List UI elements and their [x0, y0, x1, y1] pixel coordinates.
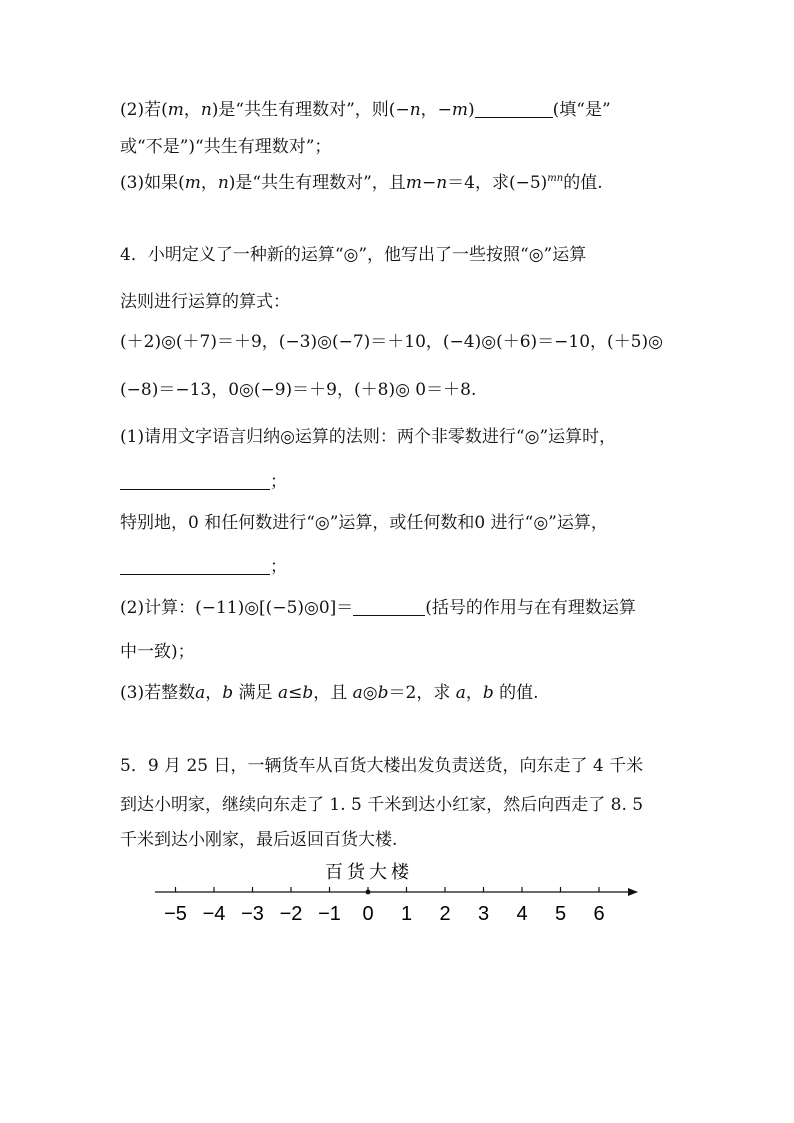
text: (1)请用文字语言归纳◎运算的法则：两个非零数进行“◎”运算时，	[120, 427, 617, 447]
text: (填“是”	[552, 100, 611, 120]
tick-label: −4	[202, 903, 226, 925]
q5-line1	[120, 756, 643, 776]
tick-label: 3	[477, 903, 490, 925]
text: 千米到达小刚家，最后返回百货大楼.	[120, 830, 398, 850]
q4-line4	[120, 380, 476, 400]
text: 5．9 月 25 日，一辆货车从百货大楼出发负责送货，向东走了 4 千米	[120, 756, 644, 776]
text: (＋2)◎(＋7)＝＋9，(−3)◎(−7)＝＋10，(−4)◎(＋6)＝−10，(＋5)◎	[120, 332, 663, 352]
text: ；	[270, 557, 287, 577]
text: ；	[270, 472, 287, 492]
tick-label: 1	[400, 903, 413, 925]
q4-part3	[120, 683, 539, 703]
answer-blank[interactable]	[120, 558, 270, 575]
var-b: b	[222, 683, 234, 703]
number-line-title: 百货大楼	[325, 862, 413, 883]
text: ≤	[288, 683, 303, 703]
text: ，且	[313, 683, 353, 703]
tick-label: 0	[362, 903, 374, 925]
q4-part2-line1	[120, 598, 636, 618]
tick-label: 5	[554, 903, 567, 925]
tick-label: 6	[593, 903, 605, 925]
tick-label: −1	[318, 903, 341, 925]
q5-line2	[120, 795, 643, 815]
answer-blank[interactable]	[120, 473, 270, 490]
text: 的值.	[493, 683, 539, 703]
origin-dot	[366, 890, 371, 895]
var-m: m	[184, 173, 201, 193]
q4-line3	[120, 332, 663, 352]
tick-label: −5	[164, 903, 187, 925]
text: 到达小明家，继续向东走了 1. 5 千米到达小红家，然后向西走了 8. 5	[120, 795, 644, 815]
text: ，	[200, 173, 218, 193]
text: ，−	[420, 100, 452, 120]
var-n: n	[436, 173, 448, 193]
q5-line3	[120, 830, 397, 850]
var-n: n	[409, 100, 421, 120]
var-a: a	[352, 683, 363, 703]
text: 或“不是”)“共生有理数对”；	[120, 137, 332, 157]
text: (括号的作用与在有理数运算	[425, 598, 636, 618]
text: )	[468, 100, 475, 120]
q4-part1-blank2	[120, 557, 287, 577]
tick-label: −3	[241, 903, 264, 925]
text: )是“共生有理数对”，且	[228, 173, 406, 193]
q3-part2-line1	[120, 100, 611, 120]
var-a: a	[277, 683, 289, 703]
text: (−8)＝−13，0◎(−9)＝＋9，(＋8)◎ 0＝＋8.	[120, 380, 477, 400]
var-b: b	[302, 683, 314, 703]
var-b: b	[482, 683, 494, 703]
text: )是“共生有理数对”，则(−	[211, 100, 410, 120]
number-line	[150, 858, 650, 928]
var-m: m	[451, 100, 469, 120]
text: ◎	[362, 683, 378, 703]
text: ＝4，求(−5)	[447, 173, 548, 193]
text: (3)若整数	[120, 683, 196, 703]
text: 4．小明定义了一种新的运算“◎”，他写出了一些按照“◎”运算	[120, 245, 587, 265]
tick-label: 4	[516, 903, 528, 925]
answer-blank[interactable]	[475, 101, 553, 118]
text: ，	[205, 683, 223, 703]
text: ＝2，求	[388, 683, 456, 703]
text: 特别地，0 和任何数进行“◎”运算，或任何数和0 进行“◎”运算，	[120, 513, 608, 533]
arrow-head-icon	[628, 888, 638, 896]
q4-part1-line3	[120, 513, 608, 533]
text: 的值.	[563, 173, 603, 193]
answer-blank[interactable]	[353, 599, 425, 616]
tick-label: 2	[439, 903, 451, 925]
q3-part3	[120, 173, 603, 193]
q4-line2	[120, 292, 290, 312]
q4-part2-line2	[120, 642, 195, 662]
var-b: b	[377, 683, 389, 703]
q4-line1	[120, 245, 586, 265]
var-a: a	[455, 683, 466, 703]
q4-part1-line1	[120, 427, 616, 447]
var-m: m	[405, 173, 422, 193]
text: ，	[465, 683, 483, 703]
var-n: n	[200, 100, 212, 120]
text: (2)计算：(−11)◎[(−5)◎0]＝	[120, 598, 354, 618]
text: (3)如果(	[120, 173, 185, 193]
text: 满足	[233, 683, 278, 703]
tick-label: −2	[279, 903, 303, 925]
text: (2)若(	[120, 100, 168, 120]
text: −	[421, 173, 437, 193]
exponent: mn	[547, 173, 564, 184]
var-n: n	[217, 173, 229, 193]
number-line-ticks	[164, 887, 604, 925]
text: ，	[183, 100, 201, 120]
q3-part2-line2	[120, 137, 331, 157]
text: 法则进行运算的算式：	[120, 292, 290, 312]
var-a: a	[195, 683, 206, 703]
text: 中一致)；	[120, 642, 195, 662]
q4-part1-blank1	[120, 472, 287, 492]
var-m: m	[167, 100, 184, 120]
